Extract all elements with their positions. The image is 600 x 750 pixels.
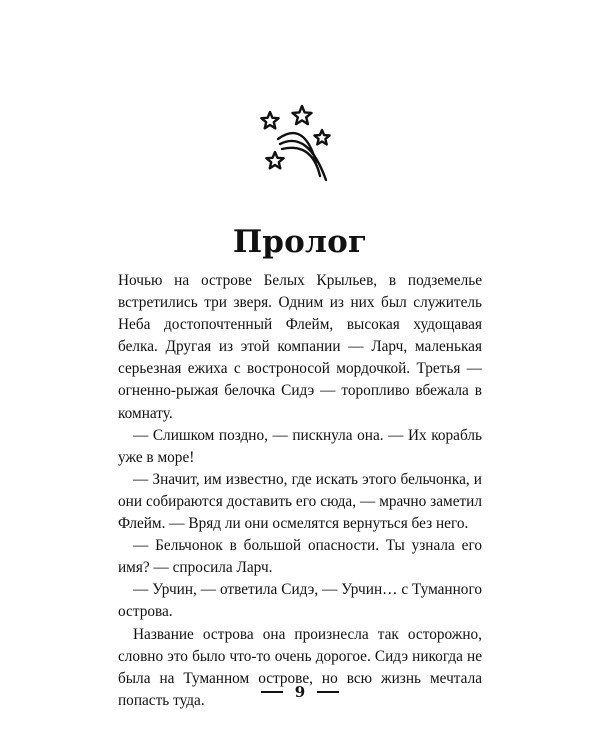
footer-dash-right	[317, 691, 339, 693]
star-icon	[293, 106, 312, 124]
page-footer	[0, 683, 600, 701]
stars-ornament-icon	[250, 102, 346, 186]
star-icon	[261, 112, 278, 128]
footer-dash-left	[261, 691, 283, 693]
star-icon	[266, 152, 283, 168]
paragraph: — Бельчонок в большой опасности. Ты узнала его имя? — спросила Ларч.	[118, 537, 482, 577]
paragraph: Ночью на острове Белых Крыльев, в подземелье встретились три зверя. Одним из них был служитель Неба достопочтенный Флейм, высокая худощавая белка. Другая из этой компании — Ларч, маленькая серьезная ежиха с востроносой мордочкой. Третья — огненно-рыжая белочка Сидэ — торопливо вбежала в комнату.	[118, 272, 482, 422]
body-text	[118, 270, 482, 712]
paragraph: — Значит, им известно, где искать этого бельчонка, и они собираются доставить его сюда, — мрачно заметил Флейм. — Вряд ли они осмелятся вернуться без него.	[118, 470, 482, 533]
star-icon	[314, 130, 329, 144]
page-number: 9	[294, 683, 306, 701]
chapter-title: Пролог	[232, 224, 368, 260]
paragraph: Название острова она произнесла так осторожно, словно это было что-то очень дорогое. Сидэ никогда не была на Туманном острове, но всю жизнь мечтала попасть туда.	[118, 625, 482, 709]
paragraph: — Урчин, — ответила Сидэ, — Урчин… с Туманного острова.	[118, 581, 482, 621]
paragraph: — Слишком поздно, — пискнула она. — Их корабль уже в море!	[118, 426, 482, 466]
trail-arc	[282, 148, 320, 176]
